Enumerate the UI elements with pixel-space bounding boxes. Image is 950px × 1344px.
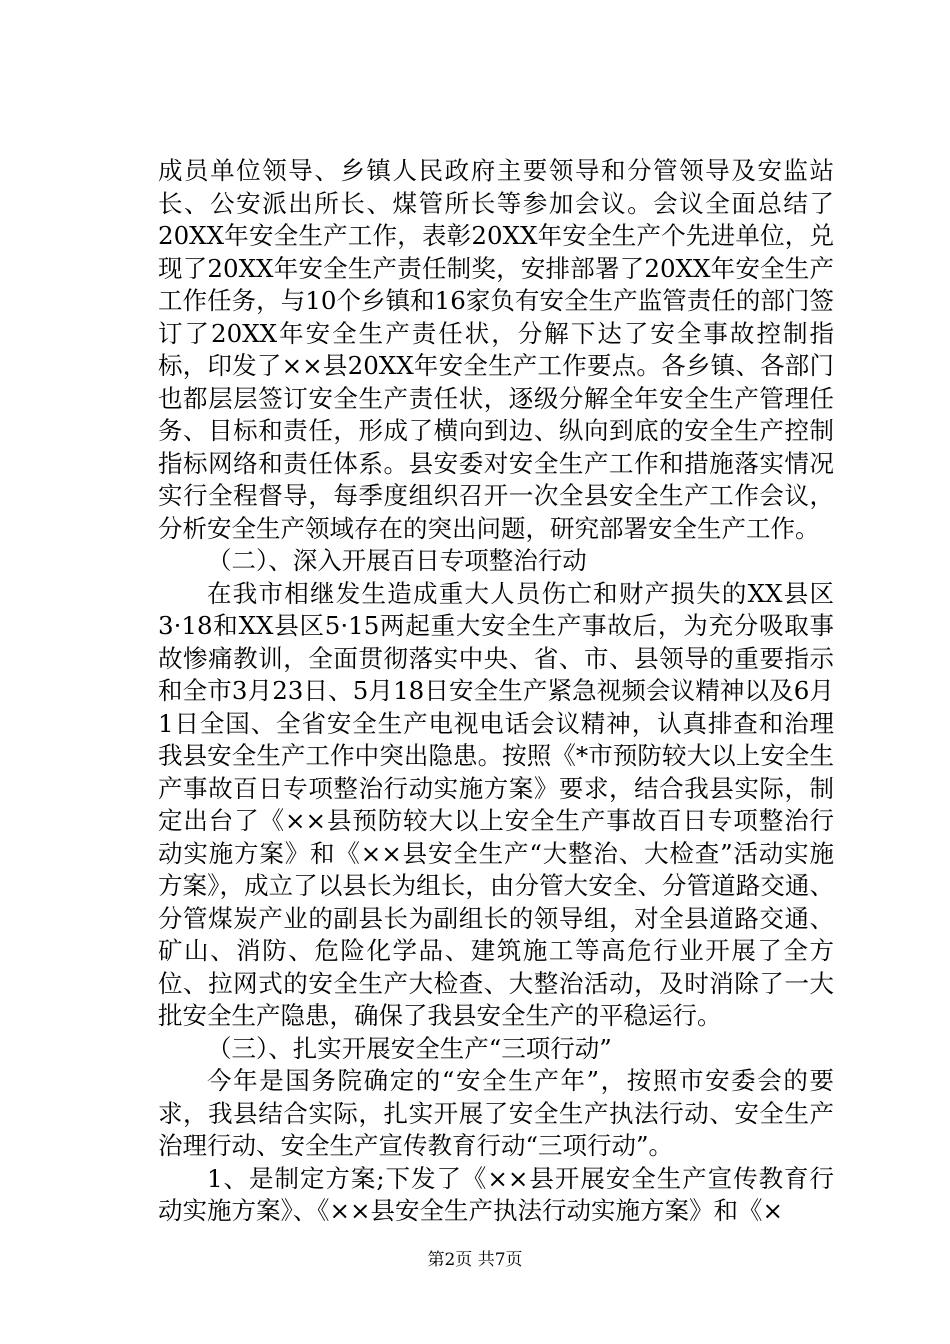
document-body — [158, 155, 834, 1228]
paragraph-continuation: 成员单位领导、乡镇人民政府主要领导和分管领导及安监站长、公安派出所长、煤管所长等参加会议。会议全面总结了20XX年安全生产工作，表彰20XX年安全生产个先进单位，兑现了20XX年安全生产责任制奖，安排部署了20XX年安全生产工作任务，与10个乡镇和16家负有安全生产监管责任的部门签订了20XX年安全生产责任状，分解下达了安全事故控制指标，印发了××县20XX年安全生产工作要点。各乡镇、各部门也都层层签订安全生产责任状，逐级分解全年安全生产管理任务、目标和责任，形成了横向到边、纵向到底的安全生产控制指标网络和责任体系。县安委对安全生产工作和措施落实情况实行全程督导，每季度组织召开一次全县安全生产工作会议，分析安全生产领域存在的突出问题，研究部署安全生产工作。 — [158, 156, 834, 543]
section-heading-3: （三）、扎实开展安全生产“三项行动” — [207, 1033, 612, 1063]
page-number-footer: 第2页 共7页 — [427, 1250, 523, 1270]
section-heading-2: （二）、深入开展百日专项整治行动 — [207, 546, 587, 575]
paragraph-special-rectification: 在我市相继发生造成重大人员伤亡和财产损失的XX县区3·18和XX县区5·15两起重大安全生产事故后，为充分吸取事故惨痛教训，全面贯彻落实中央、省、市、县领导的重要指示和全市3月23日、5月18日安全生产紧急视频会议精神以及6月1日全国、全省安全生产电视电话会议精神，认真排查和治理我县安全生产工作中突出隐患。按照《*市预防较大以上安全生产事故百日专项整治行动实施方案》要求，结合我县实际，制定出台了《××县预防较大以上安全生产事故百日专项整治行动实施方案》和《××县安全生产“大整治、大检查”活动实施方案》，成立了以县长为组长，由分管大安全、分管道路交通、分管煤炭产业的副县长为副组长的领导组，对全县道路交通、矿山、消防、危险化学品、建筑施工等高危行业开展了全方位、拉网式的安全生产大检查、大整治活动，及时消除了一大批安全生产隐患，确保了我县安全生产的平稳运行。 — [158, 578, 834, 1030]
paragraph-safety-year: 今年是国务院确定的“安全生产年”，按照市安委会的要求，我县结合实际，扎实开展了安全生产执法行动、安全生产治理行动、安全生产宣传教育行动“三项行动”。 — [158, 1066, 834, 1160]
paragraph-plan-item-1: 1、是制定方案;下发了《××县开展安全生产宣传教育行动实施方案》、《××县安全生产执法行动实施方案》和《× — [158, 1163, 834, 1225]
